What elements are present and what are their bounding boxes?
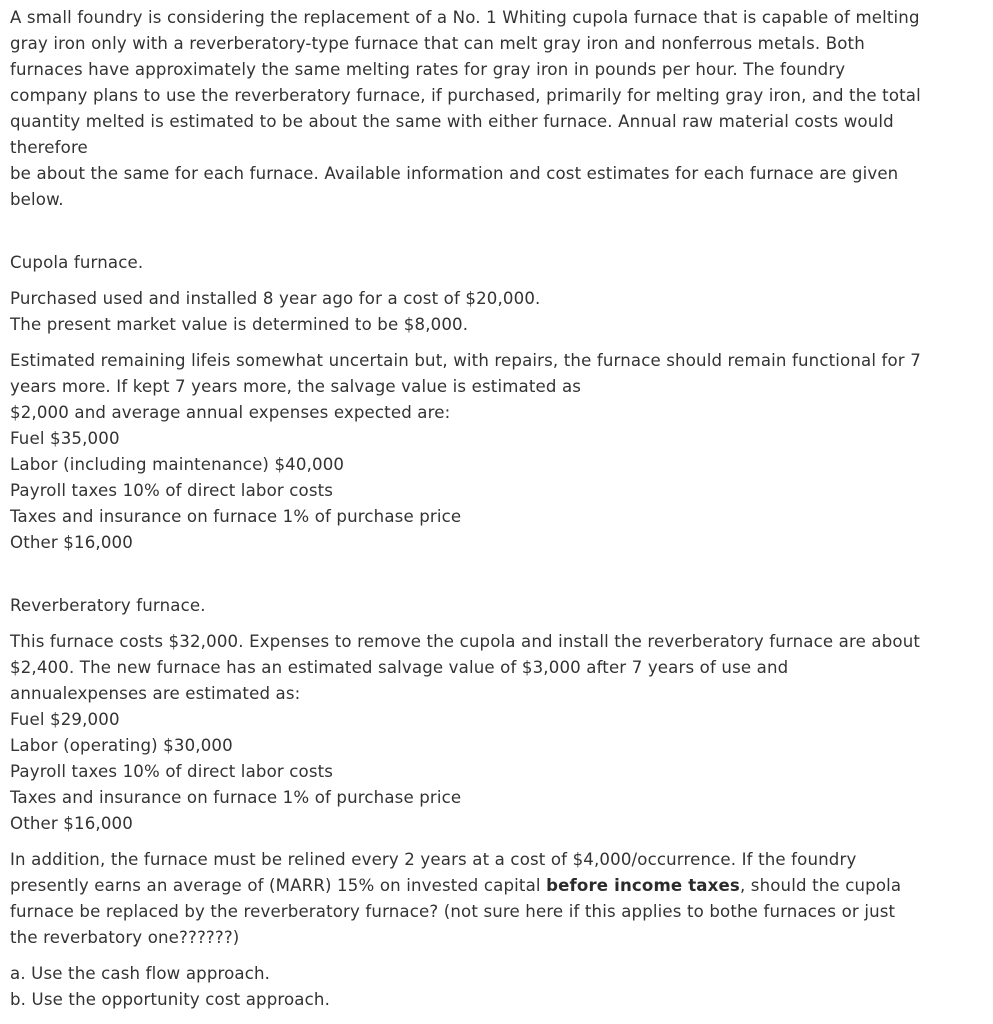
intro-paragraph xyxy=(10,5,993,213)
task-item-b: b. Use the opportunity cost approach. xyxy=(10,990,330,1009)
reverberatory-heading: Reverberatory furnace. xyxy=(10,596,206,615)
intro-line: furnaces have approximately the same melting rates for gray iron in pounds per hour. The foundry xyxy=(10,60,846,79)
intro-line: quantity melted is estimated to be about the same with either furnace. Annual raw material costs would xyxy=(10,112,894,131)
reverberatory-detail-line: $2,400. The new furnace has an estimated salvage value of $3,000 after 7 years of use and xyxy=(10,658,789,677)
cupola-section xyxy=(10,250,993,556)
reverberatory-expense-taxes: Taxes and insurance on furnace 1% of purchase price xyxy=(10,788,462,807)
spacer xyxy=(10,951,993,961)
spacer xyxy=(10,619,993,629)
reverberatory-section xyxy=(10,593,993,837)
cupola-detail-line: $2,000 and average annual expenses expected are: xyxy=(10,403,451,422)
reverberatory-expense-labor: Labor (operating) $30,000 xyxy=(10,736,233,755)
question-line: In addition, the furnace must be relined every 2 years at a cost of $4,000/occurrence. If the foundry xyxy=(10,850,857,869)
reverberatory-detail-line: This furnace costs $32,000. Expenses to remove the cupola and install the reverberatory furnace are about xyxy=(10,632,921,651)
question-text: , should the cupola xyxy=(739,876,902,895)
spacer xyxy=(10,338,993,348)
cupola-expense-fuel: Fuel $35,000 xyxy=(10,429,120,448)
task-item-a: a. Use the cash flow approach. xyxy=(10,964,271,983)
reverberatory-detail-line: annualexpenses are estimated as: xyxy=(10,684,301,703)
question-paragraph xyxy=(10,847,993,951)
question-line: furnace be replaced by the reverberatory furnace? (not sure here if this applies to bothe furnaces or just xyxy=(10,902,896,921)
cupola-expense-payroll: Payroll taxes 10% of direct labor costs xyxy=(10,481,334,500)
intro-line: below. xyxy=(10,190,64,209)
cupola-purchase-line: The present market value is determined to be $8,000. xyxy=(10,315,469,334)
intro-line: company plans to use the reverberatory furnace, if purchased, primarily for melting gray iron, and the total xyxy=(10,86,921,105)
cupola-detail-line: Estimated remaining lifeis somewhat uncertain but, with repairs, the furnace should remain functional for 7 xyxy=(10,351,921,370)
intro-line: gray iron only with a reverberatory-type furnace that can melt gray iron and nonferrous metals. Both xyxy=(10,34,865,53)
spacer xyxy=(10,213,993,250)
cupola-expense-other: Other $16,000 xyxy=(10,533,133,552)
reverberatory-expense-payroll: Payroll taxes 10% of direct labor costs xyxy=(10,762,334,781)
cupola-expense-labor: Labor (including maintenance) $40,000 xyxy=(10,455,345,474)
question-text: presently earns an average of (MARR) 15% on invested capital xyxy=(10,876,547,895)
intro-line: therefore xyxy=(10,138,88,157)
spacer xyxy=(10,556,993,593)
cupola-detail-line: years more. If kept 7 years more, the salvage value is estimated as xyxy=(10,377,582,396)
cupola-expense-taxes: Taxes and insurance on furnace 1% of purchase price xyxy=(10,507,462,526)
reverberatory-expense-fuel: Fuel $29,000 xyxy=(10,710,120,729)
question-line xyxy=(10,873,993,899)
question-emphasis: before income taxes xyxy=(546,876,740,895)
intro-line: be about the same for each furnace. Available information and cost estimates for each furnace are given xyxy=(10,164,899,183)
spacer xyxy=(10,276,993,286)
spacer xyxy=(10,837,993,847)
reverberatory-expense-other: Other $16,000 xyxy=(10,814,133,833)
cupola-heading: Cupola furnace. xyxy=(10,253,144,272)
cupola-purchase-line: Purchased used and installed 8 year ago for a cost of $20,000. xyxy=(10,289,541,308)
question-line: the reverbatory one??????) xyxy=(10,928,240,947)
task-list xyxy=(10,961,993,1013)
intro-line: A small foundry is considering the replacement of a No. 1 Whiting cupola furnace that is capable of melting xyxy=(10,8,920,27)
